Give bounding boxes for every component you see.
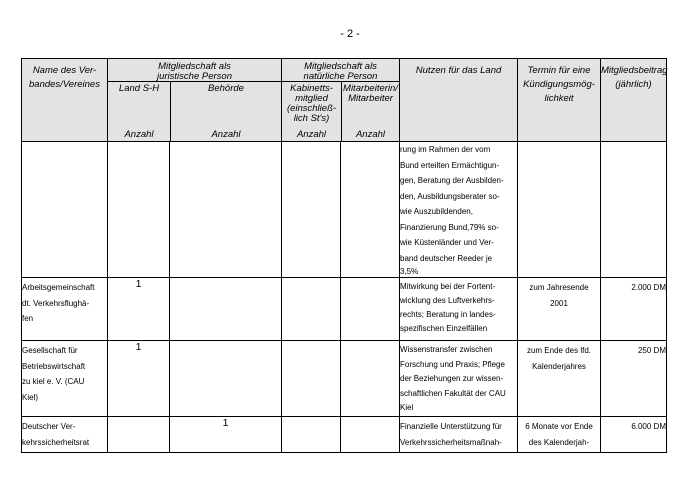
header-anzahl: Anzahl — [124, 129, 154, 140]
cell-mitarbeiter — [341, 341, 400, 417]
header-mitarbeiter: Mitarbeiterin/ Mitarbeiter — [343, 83, 398, 104]
header-anzahl: Anzahl — [211, 129, 241, 140]
cell-kabinett — [282, 142, 341, 278]
cell-nutzen: rung im Rahmen der vom Bund erteilten Ermächtigun- gen, Beratung der Ausbilden- den, Ausbildungsberater so- wie Auszubildenden, Finanzierung Bund,79% so- wie Küstenländer und Ver- band deutscher Reeder je 3,5% — [400, 142, 518, 278]
header-juristisch-group: Mitgliedschaft als juristische Person Land S-H Behörde Anzahl Anzahl — [108, 59, 282, 142]
cell-behoerde — [170, 142, 282, 278]
header-anzahl: Anzahl — [296, 129, 327, 140]
cell-name: Deutscher Ver- kehrssicherheitsrat — [22, 417, 108, 453]
cell-mitarbeiter — [341, 142, 400, 278]
cell-mitarbeiter — [341, 278, 400, 341]
cell-termin: zum Jahresende 2001 — [518, 278, 601, 341]
cell-nutzen: Wissenstransfer zwischen Forschung und Praxis; Pflege der Beziehungen zur wissen- schaftlichen Fakultät der CAU Kiel — [400, 341, 518, 417]
cell-kabinett — [282, 341, 341, 417]
cell-land-sh: 1 — [108, 278, 170, 341]
cell-nutzen: Finanzielle Unterstützung für Verkehrssicherheitsmaßnah- — [400, 417, 518, 453]
cell-name: Gesellschaft für Betriebswirtschaft zu kiel e. V. (CAU Kiel) — [22, 341, 108, 417]
cell-kabinett — [282, 278, 341, 341]
cell-beitrag: 6.000 DM — [601, 417, 667, 453]
header-kabinett: Kabinetts- mitglied (einschließ- lich St's) — [286, 83, 337, 124]
cell-behoerde: 1 — [170, 417, 282, 453]
cell-land-sh: 1 — [108, 341, 170, 417]
header-name: Name des Ver- bandes/Vereines — [22, 59, 108, 142]
header-natuerlich-group: Mitgliedschaft als natürliche Person Kabinetts- mitglied (einschließ- lich St's) Mitarbeiterin/ Mitarbeiter Anzahl Anzahl — [282, 59, 400, 142]
membership-table — [21, 58, 667, 453]
cell-nutzen: Mitwirkung bei der Fortent- wicklung des Luftverkehrs- rechts; Beratung in landes- spezifischen Einzelfällen — [400, 278, 518, 341]
table-row — [22, 341, 667, 417]
header-anzahl: Anzahl — [355, 129, 386, 140]
header-termin: Termin für eine Kündigungsmög- lichkeit — [518, 59, 601, 142]
header-beitrag: Mitgliedsbeitrag (jährlich) — [601, 59, 667, 142]
header-behoerde: Behörde — [208, 83, 244, 94]
table-row — [22, 142, 667, 278]
cell-behoerde — [170, 341, 282, 417]
header-nutzen: Nutzen für das Land — [400, 59, 518, 142]
header-land-sh: Land S-H — [118, 83, 160, 94]
cell-kabinett — [282, 417, 341, 453]
table-row — [22, 417, 667, 453]
cell-mitarbeiter — [341, 417, 400, 453]
cell-name — [22, 142, 108, 278]
cell-behoerde — [170, 278, 282, 341]
cell-name: Arbeitsgemeinschaft dt. Verkehrsflughä- fen — [22, 278, 108, 341]
page-number: - 2 - — [340, 28, 360, 40]
cell-beitrag: 2.000 DM — [601, 278, 667, 341]
header-row — [22, 59, 667, 142]
table-row — [22, 278, 667, 341]
cell-termin — [518, 142, 601, 278]
cell-beitrag: 250 DM — [601, 341, 667, 417]
cell-land-sh — [108, 417, 170, 453]
cell-land-sh — [108, 142, 170, 278]
cell-termin: 6 Monate vor Ende des Kalenderjah- — [518, 417, 601, 453]
cell-termin: zum Ende des lfd. Kalenderjahres — [518, 341, 601, 417]
cell-beitrag — [601, 142, 667, 278]
